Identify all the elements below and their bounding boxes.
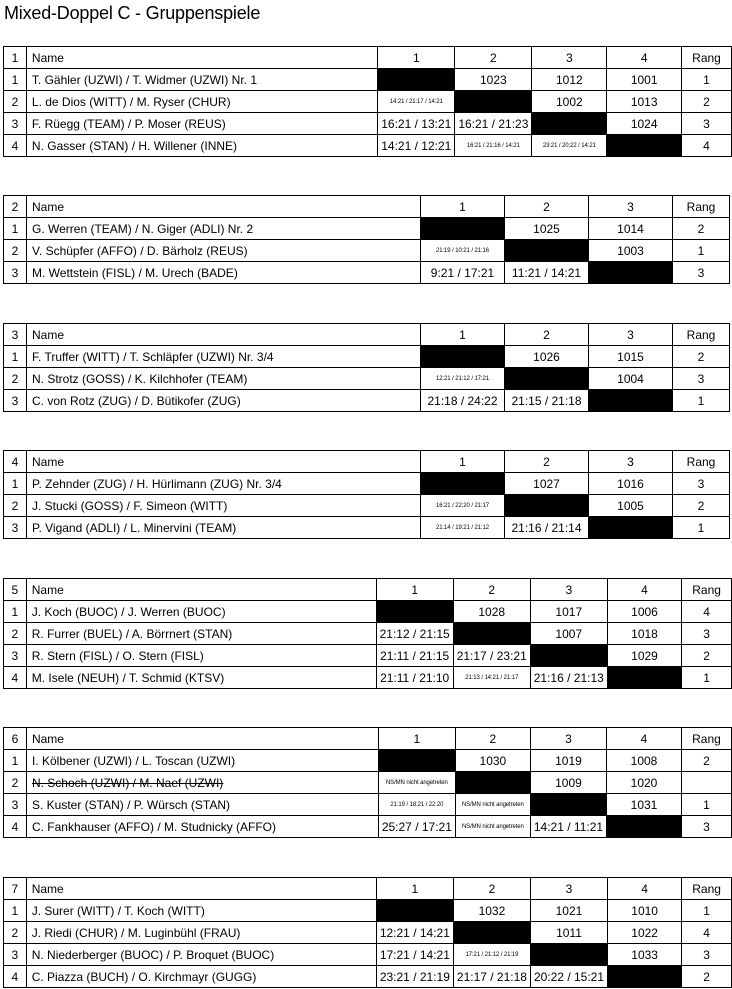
team-name: F. Rüegg (TEAM) / P. Moser (REUS) [26,113,377,135]
rank-cell: 3 [682,623,732,645]
team-row [4,240,730,262]
rank-cell: 4 [682,922,732,944]
row-number: 4 [4,966,27,988]
row-number: 4 [4,816,27,838]
row-number: 3 [4,794,27,816]
team-row [4,816,732,838]
match-result-cell: 12:21 / 21:12 / 17:21 [421,368,505,390]
self-match-cell [376,900,453,922]
match-number-cell: 1018 [607,623,681,645]
self-match-cell [505,368,589,390]
row-number: 1 [4,218,27,240]
self-match-cell [589,390,673,412]
team-row [4,517,730,539]
team-row [4,390,730,412]
team-row [4,645,732,667]
group-table-4 [3,450,730,539]
self-match-cell [532,113,607,135]
self-match-cell [421,218,505,240]
row-number: 3 [4,113,27,135]
column-header: 3 [589,196,673,218]
rang-header: Rang [673,451,730,473]
team-row [4,473,730,495]
match-number-cell: 1005 [589,495,673,517]
match-result-cell: 23:21 / 21:19 [376,966,453,988]
rank-cell: 1 [673,390,730,412]
match-result-cell: 21:18 / 24:22 [421,390,505,412]
match-result-cell: 23:21 / 20:22 / 14:21 [532,135,607,157]
self-match-cell [607,816,682,838]
self-match-cell [421,346,505,368]
match-number-cell: 1011 [530,922,607,944]
row-number: 2 [4,772,27,794]
match-result-cell: 21:17 / 23:21 [453,645,530,667]
row-number: 3 [4,645,27,667]
match-result-cell: 20:22 / 15:21 [530,966,607,988]
team-row [4,346,730,368]
match-number-cell: 1015 [589,346,673,368]
rank-cell: 1 [682,900,732,922]
row-number: 1 [4,900,27,922]
team-row [4,135,732,157]
column-header: 4 [607,728,682,750]
column-header: 2 [453,579,530,601]
rank-cell: 3 [682,113,732,135]
row-number: 2 [4,368,27,390]
team-name: P. Zehnder (ZUG) / H. Hürlimann (ZUG) Nr. 3/4 [27,473,421,495]
match-result-cell: 17:21 / 14:21 [376,944,453,966]
group-header-row [4,324,730,346]
match-result-cell: NS/MN nicht angetreten [455,794,530,816]
team-row [4,750,732,772]
match-result-cell: 16:21 / 13:21 [378,113,455,135]
column-header: 3 [530,878,607,900]
team-name: T. Gähler (UZWI) / T. Widmer (UZWI) Nr. 1 [26,69,377,91]
match-result-cell: NS/MN nicht angetreten [378,772,455,794]
team-row [4,794,732,816]
match-result-cell: 11:21 / 14:21 [505,262,589,284]
column-header: 4 [607,579,681,601]
self-match-cell [530,645,607,667]
match-number-cell: 1025 [505,218,589,240]
rang-header: Rang [673,196,730,218]
team-row [4,966,732,988]
team-row [4,944,732,966]
column-header: 2 [453,878,530,900]
match-number-cell: 1022 [608,922,682,944]
match-number-cell: 1019 [530,750,606,772]
match-number-cell: 1008 [607,750,682,772]
rang-header: Rang [673,324,730,346]
name-header: Name [27,196,421,218]
name-header: Name [27,324,421,346]
team-name: I. Kölbener (UZWI) / L. Toscan (UZWI) [26,750,378,772]
row-number: 4 [4,135,27,157]
column-header: 3 [589,324,673,346]
match-result-cell: 9:21 / 17:21 [421,262,505,284]
column-header: 3 [532,47,607,69]
match-number-cell: 1029 [607,645,681,667]
group-table-5 [3,578,732,689]
match-number-cell: 1021 [530,900,607,922]
team-name: M. Isele (NEUH) / T. Schmid (KTSV) [26,667,376,689]
match-number-cell: 1004 [589,368,673,390]
team-row [4,772,732,794]
rank-cell: 3 [673,262,730,284]
match-number-cell: 1006 [607,601,681,623]
row-number: 1 [4,346,27,368]
column-header: 3 [530,579,607,601]
page-title: Mixed-Doppel C - Gruppenspiele [4,3,261,23]
row-number: 2 [4,91,27,113]
self-match-cell [530,794,606,816]
rank-cell: 1 [673,517,730,539]
match-number-cell: 1032 [453,900,530,922]
match-number-cell: 1024 [607,113,682,135]
row-number: 3 [4,517,27,539]
column-header: 1 [421,324,505,346]
group-header-row [4,451,730,473]
team-name: R. Stern (FISL) / O. Stern (FISL) [26,645,376,667]
team-row [4,91,732,113]
rang-header: Rang [682,47,732,69]
row-number: 3 [4,262,27,284]
group-table-1 [3,46,732,157]
self-match-cell [376,601,453,623]
team-row [4,601,732,623]
group-number: 4 [4,451,27,473]
name-header: Name [27,451,421,473]
group-number: 5 [4,579,27,601]
team-row [4,262,730,284]
column-header: 1 [376,579,453,601]
team-name: C. Fankhauser (AFFO) / M. Studnicky (AFFO) [26,816,378,838]
match-result-cell: 21:17 / 21:18 [453,966,530,988]
match-result-cell: 21:11 / 21:10 [376,667,453,689]
team-name: N. Gasser (STAN) / H. Willener (INNE) [26,135,377,157]
self-match-cell [455,91,532,113]
team-name: L. de Dios (WITT) / M. Ryser (CHUR) [26,91,377,113]
row-number: 2 [4,240,27,262]
column-header: 1 [421,451,505,473]
match-result-cell: 21:13 / 14:21 / 21:17 [453,667,530,689]
team-name: N. Schoch (UZWI) / M. Naef (UZWI) [26,772,378,794]
team-name: G. Werren (TEAM) / N. Giger (ADLI) Nr. 2 [27,218,421,240]
match-number-cell: 1007 [530,623,607,645]
match-result-cell: NS/MN nicht angetreten [455,816,530,838]
team-row [4,623,732,645]
group-header-row [4,728,732,750]
row-number: 1 [4,473,27,495]
group-number: 2 [4,196,27,218]
team-name: J. Stucki (GOSS) / F. Simeon (WITT) [27,495,421,517]
column-header: 1 [376,878,453,900]
column-header: 1 [378,47,455,69]
self-match-cell [378,69,455,91]
column-header: 4 [608,878,682,900]
name-header: Name [26,728,378,750]
match-result-cell: 21:16 / 21:14 [505,517,589,539]
team-row [4,900,732,922]
row-number: 2 [4,922,27,944]
match-result-cell: 21:19 / 10:21 / 21:16 [421,240,505,262]
match-result-cell: 21:11 / 21:15 [376,645,453,667]
rank-cell: 1 [681,794,731,816]
match-result-cell: 14:21 / 11:21 [530,816,606,838]
rang-header: Rang [682,878,732,900]
match-number-cell: 1001 [607,69,682,91]
team-row [4,218,730,240]
team-name: R. Furrer (BUEL) / A. Börrnert (STAN) [26,623,376,645]
group-header-row [4,196,730,218]
column-header: 4 [607,47,682,69]
team-name: S. Kuster (STAN) / P. Würsch (STAN) [26,794,378,816]
match-number-cell: 1017 [530,601,607,623]
column-header: 2 [505,451,589,473]
team-name: N. Strotz (GOSS) / K. Kilchhofer (TEAM) [27,368,421,390]
group-number: 7 [4,878,27,900]
self-match-cell [378,750,455,772]
row-number: 2 [4,495,27,517]
match-number-cell: 1003 [589,240,673,262]
match-number-cell: 1028 [453,601,530,623]
self-match-cell [453,922,530,944]
match-number-cell: 1031 [607,794,682,816]
rank-cell [681,772,731,794]
match-result-cell: 21:19 / 18:21 / 22:20 [378,794,455,816]
rank-cell: 2 [682,91,732,113]
match-result-cell: 14:21 / 21:17 / 14:21 [378,91,455,113]
match-number-cell: 1002 [532,91,607,113]
group-number: 1 [4,47,27,69]
column-header: 2 [505,196,589,218]
name-header: Name [26,579,376,601]
self-match-cell [589,517,673,539]
self-match-cell [505,240,589,262]
rank-cell: 4 [682,135,732,157]
match-number-cell: 1027 [505,473,589,495]
self-match-cell [453,623,530,645]
match-result-cell: 25:27 / 17:21 [378,816,455,838]
row-number: 1 [4,601,27,623]
column-header: 1 [378,728,455,750]
rank-cell: 2 [682,645,732,667]
row-number: 1 [4,69,27,91]
match-number-cell: 1030 [455,750,530,772]
rank-cell: 1 [682,69,732,91]
self-match-cell [607,667,681,689]
match-result-cell: 12:21 / 14:21 [376,922,453,944]
match-result-cell: 21:12 / 21:15 [376,623,453,645]
rank-cell: 2 [673,346,730,368]
self-match-cell [455,772,530,794]
team-name: P. Vigand (ADLI) / L. Minervini (TEAM) [27,517,421,539]
team-row [4,368,730,390]
group-table-7 [3,877,732,988]
match-number-cell: 1012 [532,69,607,91]
match-number-cell: 1020 [607,772,682,794]
column-header: 2 [455,47,532,69]
self-match-cell [608,966,682,988]
column-header: 3 [589,451,673,473]
group-table-6 [3,727,732,838]
team-row [4,69,732,91]
self-match-cell [421,473,505,495]
match-number-cell: 1013 [607,91,682,113]
column-header: 2 [505,324,589,346]
rank-cell: 1 [682,667,732,689]
team-name: N. Niederberger (BUOC) / P. Broquet (BUOC) [26,944,376,966]
team-name: M. Wettstein (FISL) / M. Urech (BADE) [27,262,421,284]
match-result-cell: 21:14 / 19:21 / 21:12 [421,517,505,539]
match-result-cell: 17:21 / 21:12 / 21:19 [453,944,530,966]
team-name: C. Piazza (BUCH) / O. Kirchmayr (GUGG) [26,966,376,988]
rank-cell: 2 [682,966,732,988]
column-header: 2 [455,728,530,750]
match-number-cell: 1026 [505,346,589,368]
team-name: J. Riedi (CHUR) / M. Luginbühl (FRAU) [26,922,376,944]
self-match-cell [530,944,607,966]
match-number-cell: 1033 [608,944,682,966]
self-match-cell [589,262,673,284]
group-number: 6 [4,728,27,750]
team-name: C. von Rotz (ZUG) / D. Bütikofer (ZUG) [27,390,421,412]
team-name: V. Schüpfer (AFFO) / D. Bärholz (REUS) [27,240,421,262]
rank-cell: 1 [673,240,730,262]
name-header: Name [26,47,377,69]
match-result-cell: 16:21 / 22:20 / 21:17 [421,495,505,517]
rank-cell: 3 [681,816,731,838]
group-header-row [4,579,732,601]
rank-cell: 2 [673,495,730,517]
rank-cell: 3 [682,944,732,966]
column-header: 1 [421,196,505,218]
row-number: 1 [4,750,27,772]
row-number: 4 [4,667,27,689]
match-number-cell: 1016 [589,473,673,495]
match-number-cell: 1023 [455,69,532,91]
group-number: 3 [4,324,27,346]
match-number-cell: 1010 [608,900,682,922]
row-number: 3 [4,944,27,966]
rank-cell: 3 [673,473,730,495]
rank-cell: 3 [673,368,730,390]
match-result-cell: 16:21 / 21:16 / 14:21 [455,135,532,157]
match-result-cell: 16:21 / 21:23 [455,113,532,135]
group-header-row [4,878,732,900]
team-name: J. Surer (WITT) / T. Koch (WITT) [26,900,376,922]
team-name: J. Koch (BUOC) / J. Werren (BUOC) [26,601,376,623]
match-result-cell: 14:21 / 12:21 [378,135,455,157]
rank-cell: 2 [681,750,731,772]
rang-header: Rang [681,728,731,750]
rank-cell: 4 [682,601,732,623]
match-result-cell: 21:16 / 21:13 [530,667,607,689]
match-number-cell: 1009 [530,772,606,794]
match-number-cell: 1014 [589,218,673,240]
team-row [4,667,732,689]
match-result-cell: 21:15 / 21:18 [505,390,589,412]
rang-header: Rang [682,579,732,601]
team-row [4,495,730,517]
team-name: F. Truffer (WITT) / T. Schläpfer (UZWI) Nr. 3/4 [27,346,421,368]
group-table-3 [3,323,730,412]
team-row [4,113,732,135]
group-header-row [4,47,732,69]
group-table-2 [3,195,730,284]
column-header: 3 [530,728,606,750]
self-match-cell [607,135,682,157]
name-header: Name [26,878,376,900]
rank-cell: 2 [673,218,730,240]
self-match-cell [505,495,589,517]
row-number: 2 [4,623,27,645]
team-row [4,922,732,944]
row-number: 3 [4,390,27,412]
